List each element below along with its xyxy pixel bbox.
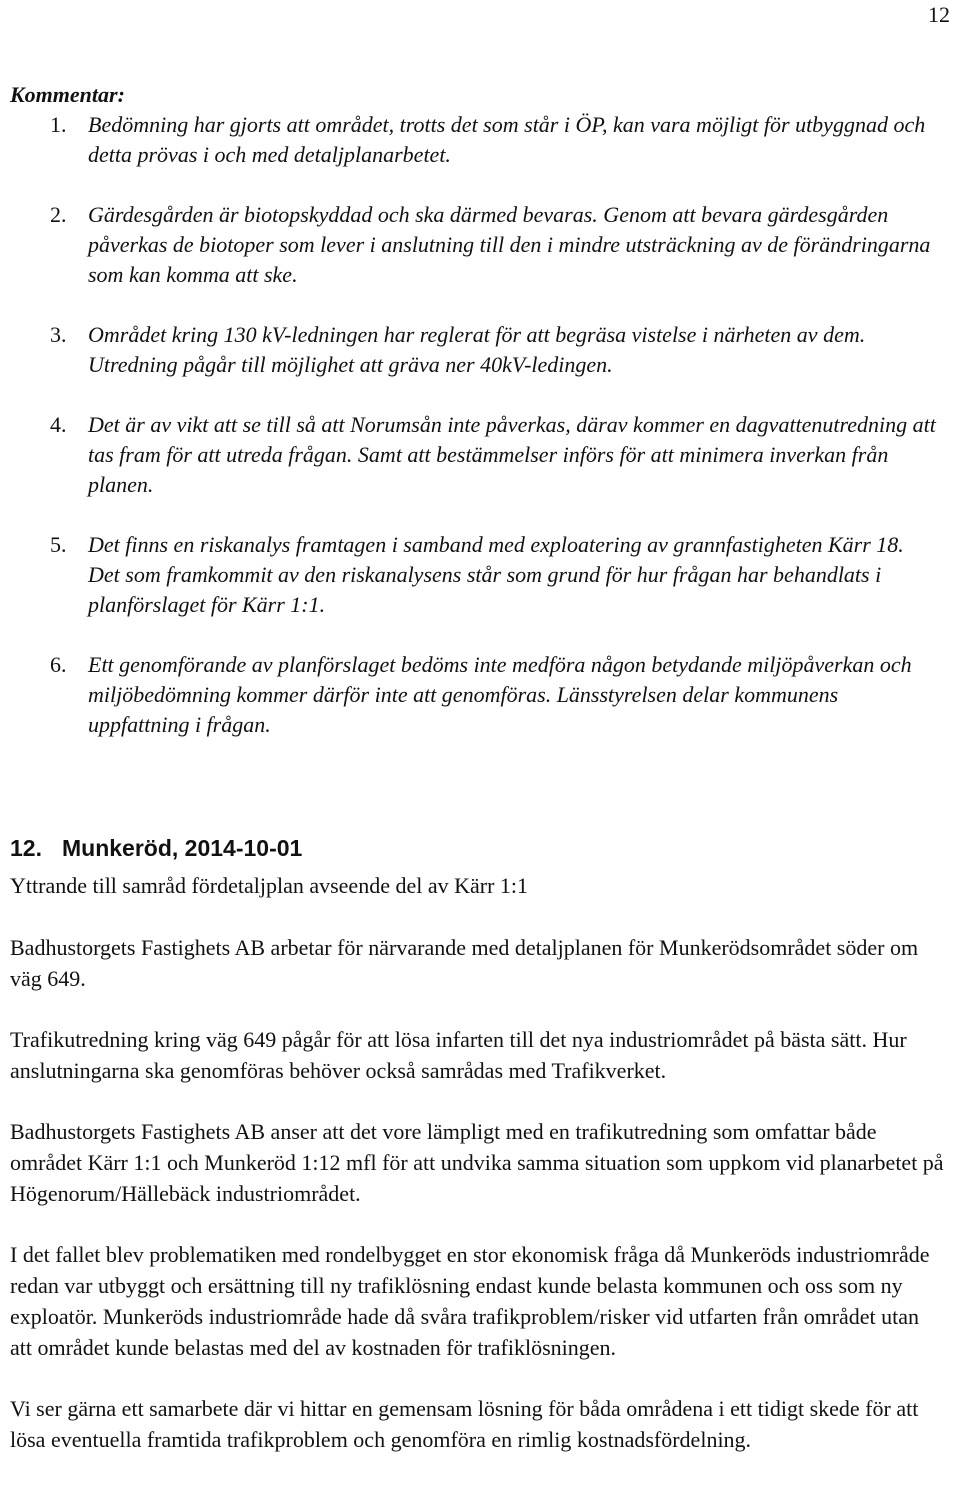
body-paragraph-3: Badhustorgets Fastighets AB anser att det vore lämpligt med en trafikutredning som omfattar både området Kärr 1:1 och Munkeröd 1:12 mfl för att undvika samma situation som uppkom vid planarbetet på Högenorum/Hällebäck industriområdet.	[10, 1119, 944, 1206]
comment-item-number: 6.	[50, 652, 67, 677]
comment-item-number: 4.	[50, 412, 67, 437]
comment-item-3	[10, 320, 940, 380]
body-paragraph-4: I det fallet blev problematiken med rondelbygget en stor ekonomisk fråga då Munkeröds industriområde redan var utbyggt och ersättning till ny trafiklösning endast kunde belasta kommunen och oss som ny exploatör. Munkeröds industriområde hade då svåra trafikproblem/risker vid utfarten från området utan att området kunde belastas med del av kostnaden för trafiklösningen.	[10, 1242, 930, 1360]
comment-item-text: Gärdesgården är biotopskyddad och ska därmed bevaras. Genom att bevara gärdesgården påverkas de biotoper som lever i anslutning till den i mindre utsträckning av de förändringarna som kan komma att ske.	[88, 202, 931, 287]
comment-title: Kommentar:	[10, 82, 125, 107]
comment-item-text: Ett genomförande av planförslaget bedöms inte medföra någon betydande miljöpåverkan och miljöbedömning kommer därför inte att genomföras. Länsstyrelsen delar kommunens uppfattning i frågan.	[88, 652, 912, 737]
section-body	[10, 870, 945, 1485]
comment-item-text: Det finns en riskanalys framtagen i samband med exploatering av grannfastigheten Kärr 18. Det som framkommit av den riskanalysens står som grund för hur frågan har behandlats i planförslaget för Kärr 1:1.	[88, 532, 904, 617]
comment-list	[10, 110, 940, 740]
section-number: 12.	[10, 835, 42, 861]
comment-item-1	[10, 110, 940, 170]
body-paragraph-1: Badhustorgets Fastighets AB arbetar för närvarande med detaljplanen för Munkerödsområdet söder om väg 649.	[10, 935, 919, 991]
comment-item-text: Bedömning har gjorts att området, trotts det som står i ÖP, kan vara möjligt för utbyggnad och detta prövas i och med detaljplanarbetet.	[88, 112, 926, 167]
page-number: 12	[928, 2, 950, 27]
body-paragraph-2: Trafikutredning kring väg 649 pågår för att lösa infarten till det nya industriområdet på bästa sätt. Hur anslutningarna ska genomföras behöver också samrådas med Trafikverket.	[10, 1027, 907, 1083]
comment-item-number: 2.	[50, 202, 67, 227]
comment-item-number: 1.	[50, 112, 67, 137]
section-heading	[10, 832, 302, 864]
body-paragraph-5: Vi ser gärna ett samarbete där vi hittar en gemensam lösning för båda områdena i ett tidigt skede för att lösa eventuella framtida trafikproblem och genomföra en rimlig kostnadsfördelning.	[10, 1396, 919, 1452]
comment-item-6	[10, 650, 940, 740]
comment-item-number: 5.	[50, 532, 67, 557]
comment-item-text: Det är av vikt att se till så att Norumsån inte påverkas, därav kommer en dagvattenutredning att tas fram för att utreda frågan. Samt att bestämmelser införs för att minimera inverkan från planen.	[88, 412, 936, 497]
comment-item-number: 3.	[50, 322, 67, 347]
comment-item-5	[10, 530, 940, 620]
comment-section	[10, 80, 940, 770]
comment-item-4	[10, 410, 940, 500]
section-subtitle: Yttrande till samråd fördetaljplan avseende del av Kärr 1:1	[10, 873, 529, 898]
comment-item-2	[10, 200, 940, 290]
comment-item-text: Området kring 130 kV-ledningen har reglerat för att begräsa vistelse i närheten av dem. Utredning pågår till möjlighet att gräva ner 40kV-ledingen.	[88, 322, 866, 377]
section-title: Munkeröd, 2014-10-01	[62, 835, 303, 861]
